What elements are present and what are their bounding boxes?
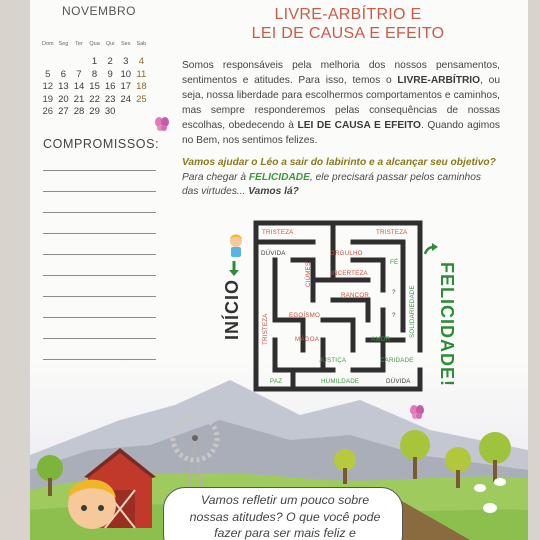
calendar-month: NOVEMBRO [61, 4, 136, 18]
intro-paragraph [182, 58, 500, 148]
weekday-label: Dom [41, 41, 54, 47]
butterfly-icon [410, 404, 424, 420]
calendar-day: 12 [42, 81, 54, 93]
arrow-right-icon [423, 242, 439, 258]
arrow-down-icon [226, 260, 242, 278]
maze-word: CIÚMES [305, 261, 312, 287]
calendar-day: 1 [91, 56, 98, 68]
maze-word: JUSTIÇA [319, 357, 347, 364]
calendar-day: 22 [89, 93, 100, 105]
calendar-week [40, 94, 149, 106]
calendar-day: 17 [120, 81, 132, 93]
calendar-day: 6 [60, 68, 67, 80]
instruction-end: Vamos lá? [248, 186, 299, 197]
instruction-paragraph [182, 156, 500, 200]
writing-line[interactable] [43, 234, 156, 255]
calendar-day: 11 [136, 68, 147, 80]
writing-line[interactable] [43, 192, 156, 213]
intro-text: , ou seja, nossa liberdade para escolhermos comportamentos e caminhos, mas sempre responderemos pelas consequências de nossas escolhas, obedecendo à [182, 75, 501, 131]
maze-word: SOLIDARIEDADE [409, 285, 416, 338]
calendar-day: 8 [91, 68, 98, 80]
calendar-day: 7 [76, 68, 82, 80]
calendar-weekday-row [40, 38, 149, 50]
maze-end-label: FELICIDADE! [437, 262, 457, 387]
maze-word: DÚVIDA [261, 250, 286, 257]
calendar-day: 16 [104, 81, 116, 93]
calendar-day: 5 [45, 68, 51, 80]
weekday-label: Qua [89, 41, 100, 47]
calendar-day [71, 56, 87, 68]
compromissos-heading: COMPROMISSOS: [43, 137, 160, 151]
calendar-day: 19 [42, 93, 54, 105]
calendar-day: 4 [138, 56, 144, 68]
boy-leo [68, 480, 116, 529]
writing-line[interactable] [43, 150, 156, 171]
maze-word: RANCOR [341, 292, 370, 299]
maze-word: TRISTEZA [376, 229, 408, 236]
article-title-line1: LIVRE-ARBÍTRIO E [274, 6, 422, 23]
maze-word: INCERTEZA [331, 270, 368, 277]
livre-arbitrio-term: LIVRE-ARBÍTRIO [397, 75, 481, 86]
maze[interactable] [253, 220, 423, 392]
maze-word: PAZ [270, 378, 283, 385]
calendar-week [40, 106, 149, 118]
weekday-label: Sex [121, 41, 131, 47]
bubble-line: nossas atitudes? O que você pode [189, 509, 381, 524]
calendar-day: 30 [104, 105, 116, 117]
felicidade-term: FELICIDADE [248, 171, 310, 183]
maze-word: DÚVIDA [386, 378, 411, 385]
calendar-day: 2 [107, 56, 113, 68]
calendar-week [40, 69, 149, 81]
writing-line[interactable] [43, 339, 156, 360]
writing-line[interactable] [43, 213, 156, 234]
maze-word: AMOR [371, 336, 391, 343]
calendar-day: 24 [120, 93, 132, 105]
speech-bubble-text [175, 492, 395, 540]
calendar-day: 27 [58, 105, 69, 117]
instruction-text: , ele precisará passar pelos caminhos das virtudes... [182, 171, 481, 197]
calendar-day: 14 [73, 81, 85, 93]
calendar-week [40, 56, 149, 68]
calendar-day [118, 106, 134, 118]
calendar-grid [40, 38, 149, 118]
maze-word: ORGULHO [330, 250, 363, 257]
maze-word: ? [392, 312, 396, 319]
calendar-day: 15 [89, 81, 100, 93]
calendar-day: 28 [73, 105, 85, 117]
weekday-label: Ter [75, 41, 83, 47]
writing-line[interactable] [43, 171, 156, 192]
maze-word: FÉ [390, 259, 399, 266]
weekday-label: Qui [105, 41, 115, 47]
maze-word: MÁGOA [295, 336, 320, 343]
calendar-day: 26 [42, 105, 54, 117]
calendar-day: 25 [136, 93, 147, 105]
calendar-week [40, 81, 149, 93]
weekday-label: Sab [136, 41, 147, 47]
calendar-day: 18 [136, 81, 147, 93]
article-title-line2: LEI DE CAUSA E EFEITO [251, 25, 445, 42]
bubble-line: Vamos refletir um pouco sobre [200, 493, 370, 507]
calendar-day [56, 56, 72, 68]
weekday-label: Seg [58, 41, 69, 47]
calendar-day: 20 [58, 93, 69, 105]
calendar-day: 29 [89, 105, 100, 117]
calendar-day: 10 [120, 68, 132, 80]
calendar-day: 21 [73, 93, 85, 105]
maze-word: CARIDADE [380, 357, 414, 364]
intro-text: Somos responsáveis pela melhoria dos nossos pensamentos, sentimentos e atitudes. Para isso, temos o [182, 60, 500, 86]
writing-line[interactable] [43, 297, 156, 318]
writing-line[interactable] [43, 255, 156, 276]
calendar-day: 3 [123, 56, 129, 68]
writing-line[interactable] [43, 318, 156, 339]
compromissos-lines [43, 150, 156, 360]
intro-text: . Quando agimos no Bem, nos sentimos felizes. [182, 120, 500, 146]
calendar-day: 9 [107, 68, 113, 80]
instruction-text: Para chegar à [182, 171, 249, 183]
maze-word: ? [392, 289, 396, 296]
calendar-day: 13 [58, 81, 69, 93]
butterfly-icon [155, 116, 169, 132]
maze-start-label: INÍCIO [222, 278, 242, 340]
maze-word: HUMILDADE [321, 378, 360, 385]
maze-word: TRISTEZA [262, 313, 269, 345]
instruction-lead: Vamos ajudar o Léo a sair do labirinto e a alcançar seu objetivo? [182, 157, 496, 168]
lei-causa-efeito-term: LEI DE CAUSA E EFEITO [297, 120, 421, 131]
bubble-line: fazer para ser mais feliz e [214, 526, 356, 540]
leo-icon [226, 233, 246, 259]
calendar-day: 23 [104, 93, 116, 105]
writing-line[interactable] [43, 276, 156, 297]
calendar-day [40, 56, 56, 68]
maze-word: TRISTEZA [262, 229, 294, 236]
calendar-day [134, 106, 150, 118]
maze-word: EGOÍSMO [289, 312, 320, 319]
